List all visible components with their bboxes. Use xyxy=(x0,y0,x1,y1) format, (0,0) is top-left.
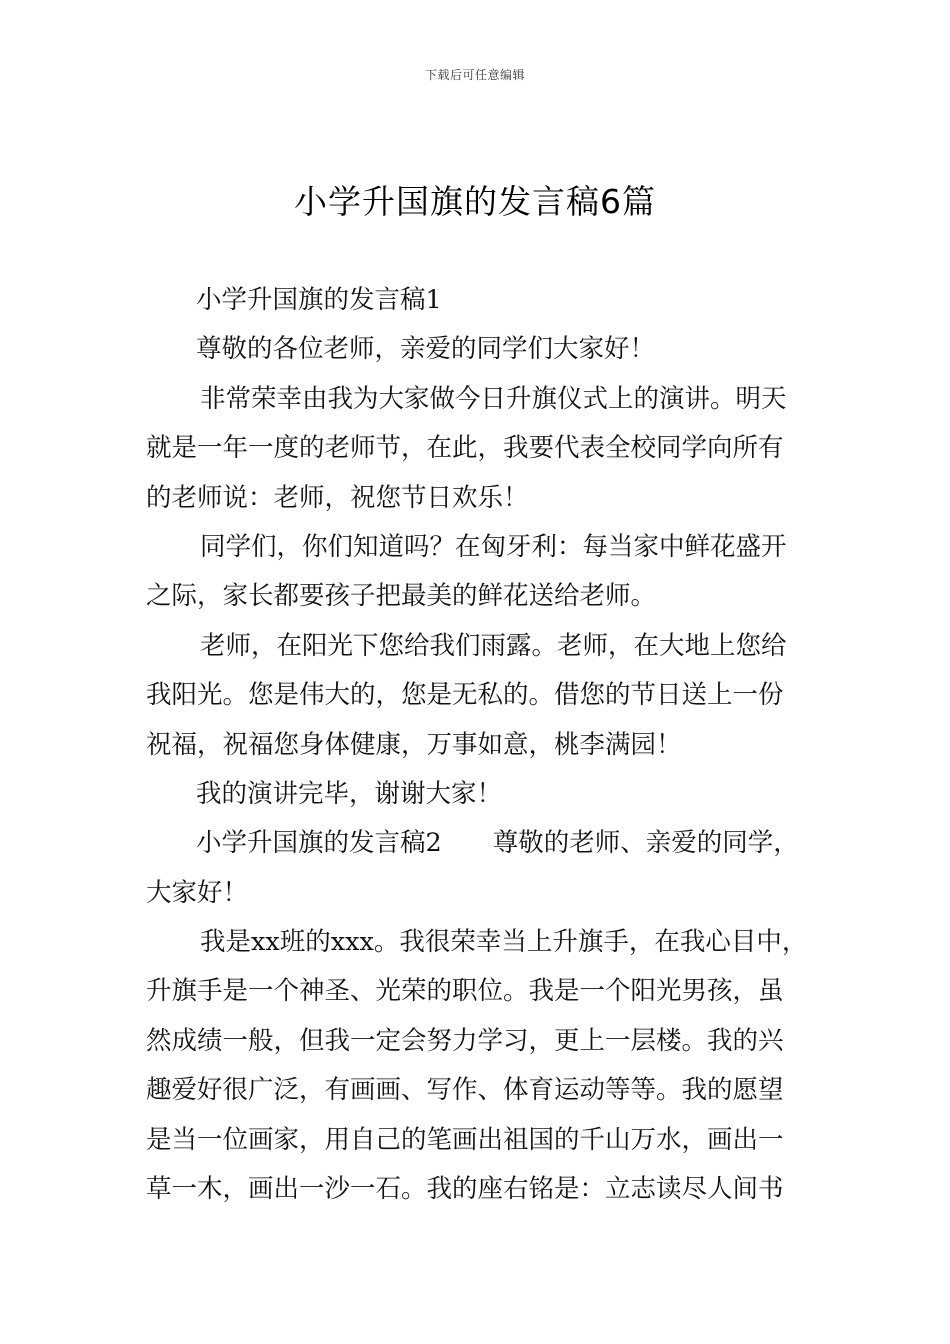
text-line: 是当一位画家，用自己的笔画出祖国的千山万水，画出一 xyxy=(146,1124,784,1155)
text-line: 小学升国旗的发言稿2 尊敬的老师、亲爱的同学， xyxy=(196,828,799,859)
text-line: 我阳光。您是伟大的，您是无私的。借您的节日送上一份 xyxy=(146,680,784,711)
text-line: 的老师说：老师，祝您节日欢乐！ xyxy=(146,482,529,513)
text-line: 草一木，画出一沙一石。我的座右铭是：立志读尽人间书 xyxy=(146,1174,784,1205)
text-line: 祝福，祝福您身体健康，万事如意，桃李满园！ xyxy=(146,729,682,760)
text-line: 我的演讲完毕，谢谢大家！ xyxy=(196,778,503,809)
text-line: 同学们，你们知道吗？在匈牙利：每当家中鲜花盛开 xyxy=(200,531,787,562)
text-line: 大家好！ xyxy=(146,877,249,908)
text-line: 非常荣幸由我为大家做今日升旗仪式上的演讲。明天 xyxy=(200,383,787,414)
text-line: 然成绩一般，但我一定会努力学习，更上一层楼。我的兴 xyxy=(146,1025,784,1056)
text-line: 小学升国旗的发言稿1 xyxy=(196,285,442,315)
text-line: 趣爱好很广泛，有画画、写作、体育运动等等。我的愿望 xyxy=(146,1075,784,1106)
document-body xyxy=(146,276,810,1214)
text-line: 尊敬的各位老师，亲爱的同学们大家好！ xyxy=(196,334,656,365)
text-line: 之际，家长都要孩子把最美的鲜花送给老师。 xyxy=(146,581,657,612)
document-title: 小学升国旗的发言稿6篇 xyxy=(294,182,656,221)
header-note: 下载后可任意编辑 xyxy=(424,68,525,82)
text-line: 我是xx班的xxx。我很荣幸当上升旗手，在我心目中， xyxy=(200,927,808,958)
text-line: 升旗手是一个神圣、光荣的职位。我是一个阳光男孩，虽 xyxy=(146,976,784,1007)
text-line: 老师，在阳光下您给我们雨露。老师，在大地上您给 xyxy=(200,630,787,661)
text-line: 就是一年一度的老师节，在此，我要代表全校同学向所有 xyxy=(146,433,784,464)
